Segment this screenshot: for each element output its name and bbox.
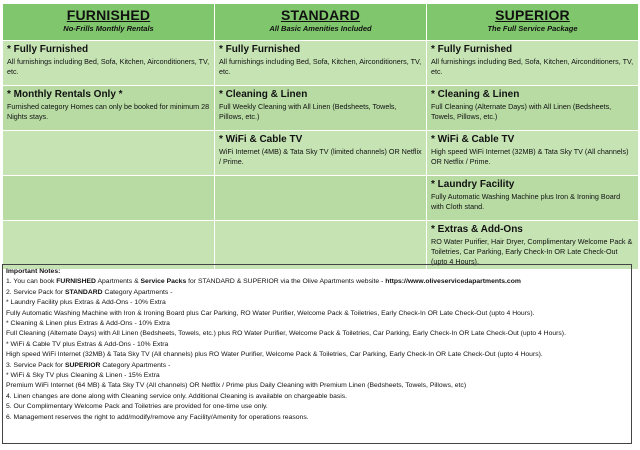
note-text: 3. Service Pack for [6, 361, 65, 369]
note-text: Category Apartments - [100, 361, 171, 369]
table-row [3, 41, 639, 86]
feature-description: Full Cleaning (Alternate Days) with All Linen (Bedsheets, Towels, Pillows, etc.) [431, 102, 612, 121]
feature-cell [427, 86, 639, 131]
note-line: * Cleaning & Linen plus Extras & Add-Ons - 10% Extra [6, 320, 170, 328]
feature-cell [215, 131, 427, 176]
feature-cell [427, 221, 639, 270]
standard-header [215, 4, 427, 41]
feature-description: High speed WiFi Internet (32MB) & Tata Sky TV (All channels) OR Netflix / Prime. [431, 147, 629, 166]
superior-title: SUPERIOR [495, 7, 570, 23]
furnished-subtitle: No-Frills Monthly Rentals [63, 24, 154, 33]
note-line: Full Cleaning (Alternate Days) with All Linen (Bedsheets, Towels, etc.) plus RO Water Purifier, Welcome Pack & Toiletries, Car Parking, Early Check-In OR Late Check-Out (upto 4 Hours). [6, 330, 566, 338]
feature-description: WiFi Internet (4MB) & Tata Sky TV (limited channels) OR Netflix / Prime. [219, 147, 422, 166]
empty-cell [3, 176, 215, 221]
superior-header [427, 4, 639, 41]
feature-description: All furnishings including Bed, Sofa, Kitchen, Airconditioners, TV, etc. [7, 57, 210, 76]
header-row [3, 4, 639, 41]
feature-title: * Monthly Rentals Only * [7, 89, 123, 100]
feature-title: * Fully Furnished [431, 44, 513, 55]
feature-description: All furnishings including Bed, Sofa, Kitchen, Airconditioners, TV, etc. [431, 57, 634, 76]
note-text: 1. You can book [6, 278, 57, 286]
table-row [3, 86, 639, 131]
note-4: 4. Linen changes are done along with Cleaning service only. Additional Cleaning is available on chargeable basis. [6, 392, 348, 400]
feature-description: RO Water Purifier, Hair Dryer, Complimentary Welcome Pack & Toiletries, Car Parking, Early Check-In OR Late Check-Out (upto 4 Hours). [431, 237, 633, 266]
feature-cell [3, 86, 215, 131]
furnished-title: FURNISHED [66, 7, 151, 23]
note-3 [6, 361, 628, 371]
note-text: Category Apartments - [102, 288, 173, 296]
table-row [3, 221, 639, 270]
feature-cell [427, 41, 639, 86]
feature-cell [215, 41, 427, 86]
website-link[interactable]: https://www.oliveservicedapartments.com [385, 278, 521, 286]
feature-cell [3, 41, 215, 86]
empty-cell [3, 221, 215, 270]
feature-title: * Laundry Facility [431, 179, 515, 190]
note-2 [6, 288, 628, 298]
note-line: * Laundry Facility plus Extras & Add-Ons - 10% Extra [6, 299, 166, 307]
feature-description: Furnished category Homes can only be booked for minimum 28 Nights stays. [7, 102, 210, 121]
note-emphasis: Service Packs [140, 278, 187, 286]
note-1 [6, 277, 628, 287]
note-line: * WiFi & Cable TV plus Extras & Add-Ons - 10% Extra [6, 340, 169, 348]
feature-title: * Fully Furnished [219, 44, 301, 55]
standard-subtitle: All Basic Amenities Included [269, 24, 372, 33]
empty-cell [3, 131, 215, 176]
feature-description: Full Weekly Cleaning with All Linen (Bedsheets, Towels, Pillows, etc.) [219, 102, 397, 121]
feature-title: * WiFi & Cable TV [431, 134, 515, 145]
feature-title: * Cleaning & Linen [431, 89, 520, 100]
note-text: 2. Service Pack for [6, 288, 65, 296]
table-row [3, 176, 639, 221]
feature-description: All furnishings including Bed, Sofa, Kitchen, Airconditioners, TV, etc. [219, 57, 422, 76]
note-6: 6. Management reserves the right to add/modify/remove any Facility/Amenity for operations reasons. [6, 413, 309, 421]
empty-cell [215, 221, 427, 270]
table-row [3, 131, 639, 176]
note-text: Apartments & [95, 278, 141, 286]
standard-title: STANDARD [280, 7, 361, 23]
feature-cell [215, 86, 427, 131]
package-comparison-table [2, 3, 639, 270]
feature-description: Fully Automatic Washing Machine plus Iron & Ironing Board with Cloth stand. [431, 192, 621, 211]
empty-cell [215, 176, 427, 221]
feature-title: * Fully Furnished [7, 44, 89, 55]
note-emphasis: FURNISHED [56, 278, 96, 286]
note-text: for STANDARD & SUPERIOR via the Olive Apartments website - [186, 278, 386, 286]
note-5: 5. Our Complimentary Welcome Pack and Toiletries are provided for one-time use only. [6, 403, 268, 411]
feature-title: * Extras & Add-Ons [431, 224, 523, 235]
feature-title: * WiFi & Cable TV [219, 134, 303, 145]
note-line: Premium WiFi Internet (64 MB) & Tata Sky TV (All channels) OR Netflix / Prime plus Daily Cleaning with Premium Linen (Bedsheets, Towels, Pillows, etc) [6, 382, 467, 390]
note-emphasis: SUPERIOR [64, 361, 101, 369]
note-line: * WiFi & Sky TV plus Cleaning & Linen - 15% Extra [6, 372, 160, 380]
superior-subtitle: The Full Service Package [487, 24, 578, 33]
note-line: Fully Automatic Washing Machine with Iron & Ironing Board plus Car Parking, RO Water Purifier, Welcome Pack & Toiletries, Early Check-In OR Late Check-Out (upto 4 Hours). [6, 309, 535, 317]
note-line: High speed WiFi Internet (32MB) & Tata Sky TV (All channels) plus RO Water Purifier, Welcome Pack & Toiletries, Car Parking, Early Check-In OR Late Check-Out (upto 4 Hours). [6, 351, 543, 359]
note-emphasis: STANDARD [64, 288, 103, 296]
notes-heading: Important Notes: [6, 268, 61, 275]
feature-title: * Cleaning & Linen [219, 89, 308, 100]
important-notes [2, 264, 632, 444]
feature-cell [427, 176, 639, 221]
feature-cell [427, 131, 639, 176]
furnished-header [3, 4, 215, 41]
